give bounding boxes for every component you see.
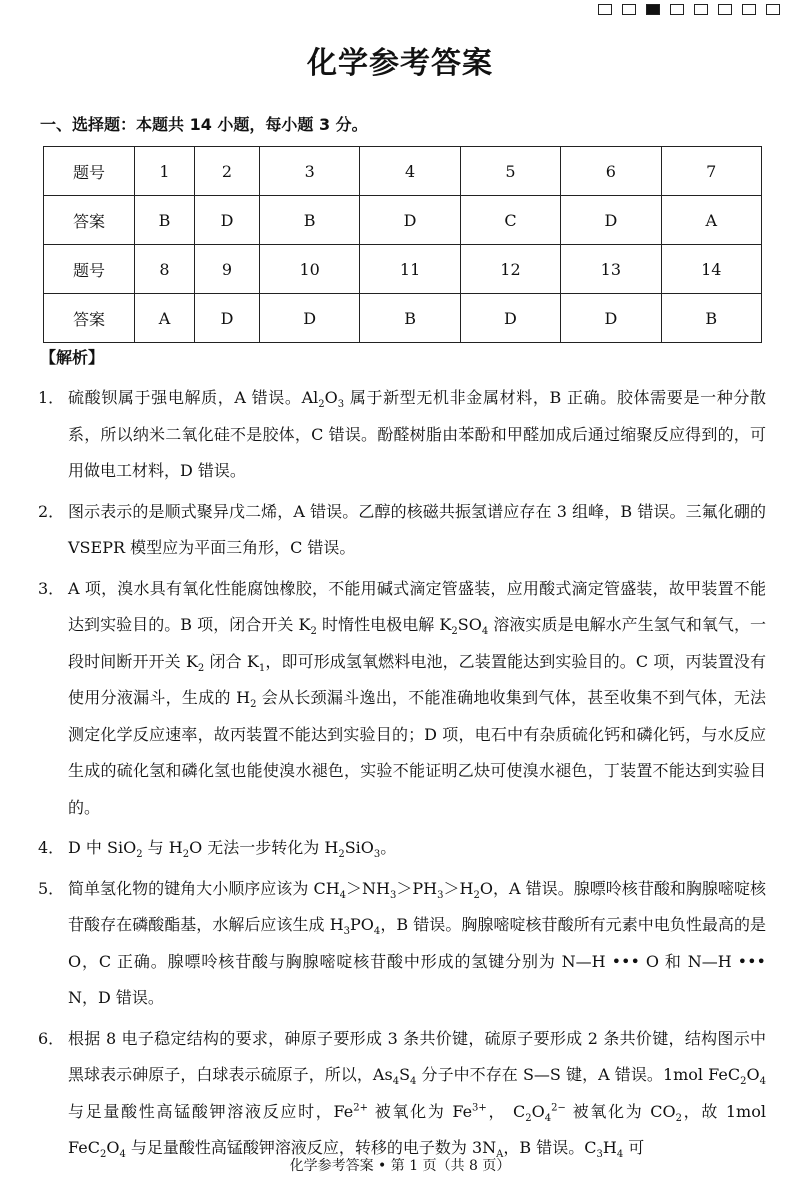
- page-marker-box: [718, 4, 732, 15]
- page-index-marker: [598, 4, 780, 15]
- page-marker-box: [622, 4, 636, 15]
- answer-table-cell: C: [460, 196, 560, 245]
- item-text: A 项，溴水具有氧化性能腐蚀橡胶，不能用碱式滴定管盛装，应用酸式滴定管盛装，故甲装置不能达到实验目的。B 项，闭合开关 $K_2$ 时惰性电极电解 $K_2SO_4$ 溶液实质是电解水产生氢气和氧气，一段时间断开开关 $K_2$ 闭合 $K_1$，即可形成氢氧燃料电池，乙装置能达到实验目的。C 项，丙装置没有使用分液漏斗，生成的 $H_2$ 会从长颈漏斗逸出，不能准确地收集到气体，甚至收集不到气体，无法测定化学反应速率，故丙装置不能达到实验目的；D 项，电石中有杂质硫化钙和磷化钙，与水反应生成的硫化氢和磷化氢也能使溴水褪色，实验不能证明乙炔可使溴水褪色，丁装置不能达到实验目的。: [68, 578, 767, 817]
- answer-table-cell: 1: [135, 147, 195, 196]
- section-heading: 一、选择题：本题共 14 小题，每小题 3 分。: [40, 115, 368, 134]
- explanation-item: [38, 871, 766, 1017]
- item-text: 根据 8 电子稳定结构的要求，砷原子要形成 3 条共价键，硫原子要形成 2 条共价键，结构图示中黑球表示砷原子，白球表示硫原子，所以，$As_4S_4$ 分子中不存在 S—S 键，A 错误。1mol $FeC_2O_4$ 与足量酸性高锰酸钾溶液反应时，$Fe^{2+}$ 被氧化为 $Fe^{3+}$， $C_2O_4^{2-}$ 被氧化为 $CO_2$，故 1mol $FeC_2O_4$ 与足量酸性高锰酸钾溶液反应，转移的电子数为 $3N_A$，B 错误。$C_3H_4$ 可: [68, 1028, 766, 1161]
- answer-table-cell: B: [259, 196, 359, 245]
- answer-table-cell: 3: [259, 147, 359, 196]
- page-marker-box: [742, 4, 756, 15]
- answer-table-row: [44, 245, 762, 294]
- answer-table-cell: 10: [259, 245, 359, 294]
- page-footer: 化学参考答案 • 第 1 页（共 8 页）: [289, 1158, 511, 1174]
- explanation-item: [38, 494, 766, 567]
- answer-table-cell: 13: [561, 245, 661, 294]
- item-number: 6．: [38, 1028, 65, 1048]
- page-marker-box: [694, 4, 708, 15]
- answer-table-row: [44, 294, 762, 343]
- page-marker-box-current: [646, 4, 660, 15]
- page-marker-box: [670, 4, 684, 15]
- answer-table-cell: B: [360, 294, 460, 343]
- answer-table-cell: D: [195, 196, 260, 245]
- page-title: 化学参考答案: [307, 46, 493, 81]
- row-header-cell: 题号: [44, 245, 135, 294]
- answer-table-row: [44, 196, 762, 245]
- analysis-heading: 【解析】: [40, 348, 105, 367]
- explanations: [38, 380, 766, 1171]
- answer-table-cell: D: [561, 294, 661, 343]
- answer-table-cell: D: [360, 196, 460, 245]
- answer-table-cell: 14: [661, 245, 761, 294]
- item-text: 硫酸钡属于强电解质，A 错误。$Al_2O_3$ 属于新型无机非金属材料，B 正确。胶体需要是一种分散系，所以纳米二氧化硅不是胶体，C 错误。酚醛树脂由苯酚和甲醛加成后通过缩聚反应得到的，可用做电工材料，D 错误。: [68, 388, 766, 480]
- explanation-item: [38, 1021, 766, 1167]
- row-header-cell: 答案: [44, 196, 135, 245]
- answer-table-cell: D: [259, 294, 359, 343]
- item-number: 5．: [38, 878, 65, 898]
- answer-table-cell: 7: [661, 147, 761, 196]
- answer-table-cell: 2: [195, 147, 260, 196]
- answer-table-cell: D: [460, 294, 560, 343]
- answer-table-cell: A: [135, 294, 195, 343]
- explanation-item: [38, 571, 766, 827]
- item-number: 2．: [38, 501, 65, 521]
- item-number: 4．: [38, 838, 65, 857]
- explanation-item: [38, 380, 766, 490]
- item-text: 简单氢化物的键角大小顺序应该为 $CH_4>NH_3>PH_3>H_2O$，A 错误。腺嘌呤核苷酸和胸腺嘧啶核苷酸存在磷酸酯基，水解后应该生成 $H_3PO_4$，B 错误。胸腺嘧啶核苷酸所有元素中电负性最高的是 O，C 正确。腺嘌呤核苷酸与胸腺嘧啶核苷酸中形成的氢键分别为 N—H ••• O 和 N—H ••• N，D 错误。: [68, 878, 766, 1007]
- answer-table-cell: 4: [360, 147, 460, 196]
- page-marker-box: [766, 4, 780, 15]
- row-header-cell: 题号: [44, 147, 135, 196]
- answer-table-row: [44, 147, 762, 196]
- answer-table-cell: D: [195, 294, 260, 343]
- answer-table-cell: 11: [360, 245, 460, 294]
- answer-table-cell: 9: [195, 245, 260, 294]
- row-header-cell: 答案: [44, 294, 135, 343]
- answer-table: [43, 146, 762, 343]
- answer-table-cell: B: [135, 196, 195, 245]
- item-number: 1．: [38, 388, 65, 407]
- answer-table-cell: A: [661, 196, 761, 245]
- item-number: 3．: [38, 578, 65, 598]
- answer-table-cell: 12: [460, 245, 560, 294]
- item-text: D 中 SiO$_2$ 与 $H_2O$ 无法一步转化为 $H_2SiO_3$。: [68, 838, 397, 861]
- answer-table-cell: D: [561, 196, 661, 245]
- answer-table-cell: 6: [561, 147, 661, 196]
- answer-table-cell: 8: [135, 245, 195, 294]
- item-text: 图示表示的是顺式聚异戊二烯，A 错误。乙醇的核磁共振氢谱应存在 3 组峰，B 错误。三氟化硼的 VSEPR 模型应为平面三角形，C 错误。: [68, 501, 766, 557]
- answer-table-cell: 5: [460, 147, 560, 196]
- page-marker-box: [598, 4, 612, 15]
- explanation-item: [38, 830, 766, 867]
- answer-table-cell: B: [661, 294, 761, 343]
